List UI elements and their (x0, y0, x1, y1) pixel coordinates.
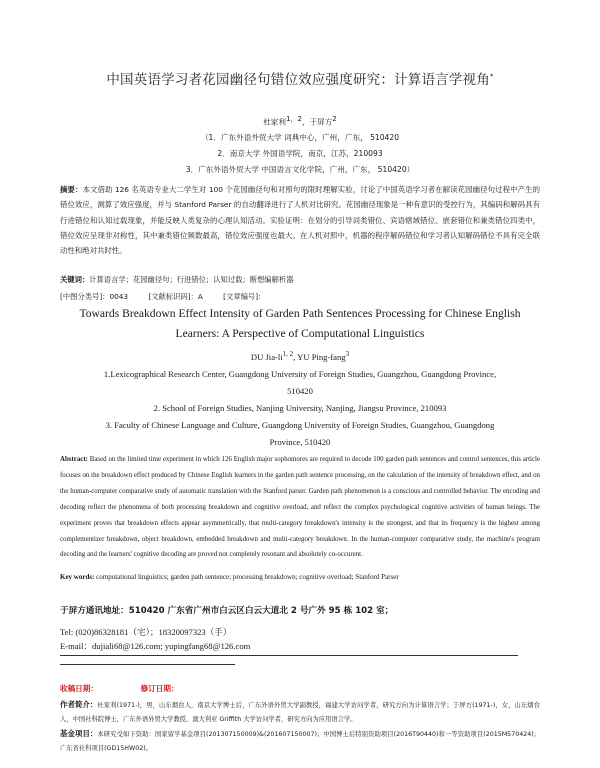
abstract-cn-label: 摘要： (60, 185, 83, 194)
author-1-affil-cn: 1，2 (286, 115, 302, 123)
fund-text: 本研究受如下资助：国家留学基金项目(201307150009)&(201607150007)；中国博士后特别资助项目(2016T90440)和一等资助项目(2015M570424)；广东省社科项目(GD15HW02)。 (60, 731, 540, 752)
affiliation-en-3: 3. Faculty of Chinese Language and Culture, Guangdong University of Foreign Studies, Guangzhou, Guangdong (105, 420, 495, 430)
footnote-rule (60, 664, 235, 665)
affiliation-en-1-cont: 510420 (287, 386, 313, 396)
keywords-en-label: Key words: (60, 573, 95, 581)
article-number: [文章编号]： (223, 292, 266, 301)
title-cn-text: 中国英语学习者花园幽径句错位效应强度研究：计算语言学视角 (106, 72, 490, 88)
classification-line (60, 292, 540, 302)
affiliation-cn-1: （1．广东外语外贸大学 词典中心，广州，广东， 510420 (200, 133, 400, 142)
author-bio (60, 698, 540, 727)
mailing-address: 于屏方通讯地址：510420 广东省广州市白云区白云大道北 2 号广外 95 栋 102 室； (60, 606, 394, 616)
affiliation-cn-2: 2．南京大学 外国语学院，南京，江苏，210093 (217, 149, 383, 158)
author-1-en: DU Jia-li (250, 351, 283, 362)
keywords-en-text: computational linguistics; garden path sentence; processing breakdown; cognitive overload; Stanford Parser (96, 573, 399, 581)
abstract-en (60, 452, 540, 563)
class-number: [中图分类号]：0043 (60, 292, 129, 301)
keywords-cn-label: 关键词： (60, 275, 90, 284)
title-en-line-1: Towards Breakdown Effect Intensity of Garden Path Sentences Processing for Chinese English (79, 307, 521, 320)
received-date-label: 收稿日期： (60, 684, 98, 693)
abstract-cn (60, 182, 540, 258)
email-addresses: E-mail：dujiali68@126.com; yupingfang68@126.com (60, 641, 251, 651)
telephone: Tel: (020)86328181（宅）；18320097323（手） (60, 627, 232, 637)
abstract-en-text: Based on the limited time experiment in which 126 English major sophomores are required to decode 100 garden path sentences and control sentences, this article focuses on the breakdown effect produced by Chinese English learners in the garden path sentence processing, on the calculation of the intensity of breakdown effect, and on the human-computer comparative study of automatic translation with the Stanford parser. Garden path phenomenon is a conscious and controlled behavior. The encoding and decoding reflect the phenomena of both processing breakdown and cognitive overload, and reflect the complex psychological cognitive activities of human beings. The experiment proves that breakdown effects appear asymmetrically, that multi-category breakdown's intensity is the strongest, and that its frequency is the highest among complementizer breakdown, object breakdown, embedded breakdown and multi-category breakdown. In the human-computer comparative study, the machine's program decoding and the learners' cognitive decoding are proved not completely resonant and absolutely co-occurent. (60, 456, 540, 559)
fund-info (60, 727, 540, 756)
fund-label: 基金项目： (60, 729, 98, 738)
paper-title-en (60, 304, 540, 344)
title-footnote-mark: * (489, 72, 494, 81)
title-en-line-2: Learners: A Perspective of Computational Linguistics (175, 327, 425, 340)
abstract-cn-text: 本文借助 126 名英语专业大二学生对 100 个花园幽径句和对照句的限时理解实验，讨论了中国英语学习者在解读花园幽径句过程中产生的错位效应，测算了效应强度，并与 Stanford Parser 的自动翻译进行了人机对比研究。花园幽径现象是一种有意识的受控行为，其编码和解码具有行进错位和认知过载现象，并能反映人类复杂的心理认知活动。实验证明：在划分的引导词类错位、宾语辖域错位、嵌套错位和兼类错位四类中，错位效应呈现非对称性，其中兼类错位频数最高，错位效应强度也最大。在人机对照中，机器的程序解码错位和学习者认知解码错位不具有完全联动性和绝对共时性。 (60, 185, 540, 256)
keywords-en (60, 573, 540, 581)
author-2-cn: ，于屏方 (301, 117, 333, 127)
affiliation-en-3-cont: Province, 510420 (269, 437, 331, 447)
affiliation-en-1: 1.Lexicographical Research Center, Guangdong University of Foreign Studies, Guangzhou, Guangdong Province, (103, 369, 497, 379)
keywords-cn-text: 计算语言学；花园幽径句；行进错位；认知过载；断想编解析器 (89, 275, 294, 284)
author-2-affil-cn: 2 (332, 115, 337, 123)
separator-rule (60, 655, 518, 656)
affiliation-cn-3: 3．广东外语外贸大学 中国语言文化学院，广州，广东， 510420） (185, 165, 415, 174)
author-bio-label: 作者简介： (60, 700, 98, 709)
revised-date-label: 修订日期： (140, 684, 179, 693)
authors-cn (0, 114, 600, 128)
author-2-en: , YU Ping-fang (293, 351, 346, 362)
author-bio-text: 杜家利(1971-)，男，山东烟台人，南京大学博士后，广东外语外贸大学副教授，福建大学访问学者，研究方向为计算语言学；于屏方(1971-)，女，山东烟台人，中国社科院博士，广东外语外贸大学教授，澳大利亚 Griffith 大学访问学者，研究方向为应用语言学。 (60, 702, 540, 723)
received-dates (60, 683, 219, 694)
keywords-cn (60, 275, 540, 285)
document-code: [文献标识码]：A (148, 292, 203, 301)
author-2-affil-en: 3 (345, 350, 350, 358)
paper-title-cn (0, 68, 600, 88)
authors-en (0, 350, 600, 362)
affiliation-en-2: 2. School of Foreign Studies, Nanjing University, Nanjing, Jiangsu Province, 210093 (153, 403, 447, 413)
author-1-cn: 杜家利 (263, 117, 286, 127)
abstract-en-label: Abstract: (60, 456, 88, 463)
author-1-affil-en: 1, 2 (282, 350, 294, 358)
